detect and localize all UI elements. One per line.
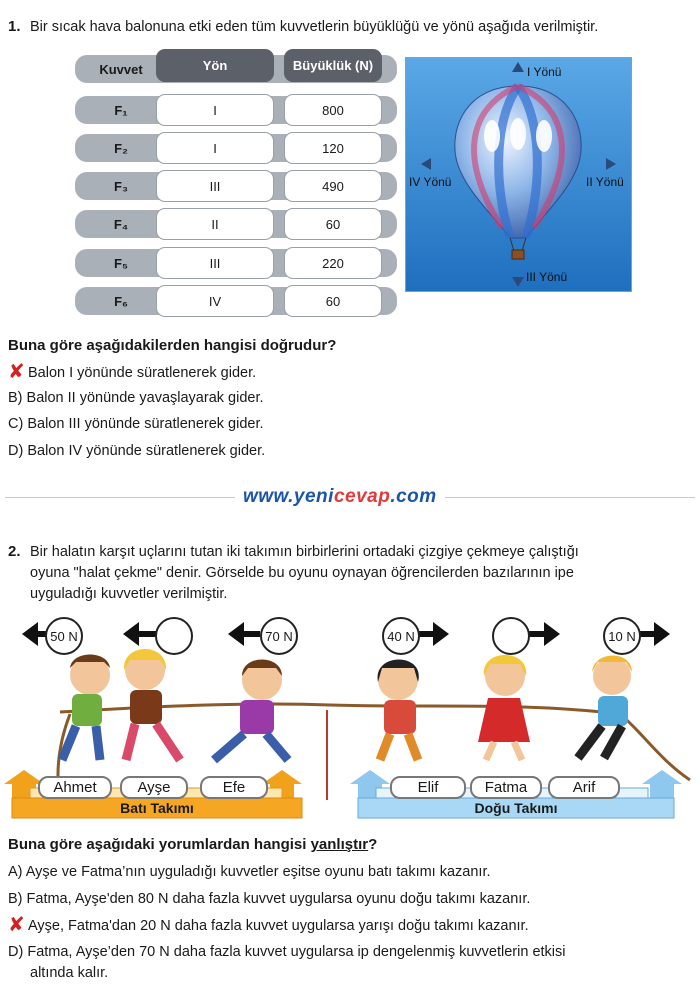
q2-prompt: Buna göre aşağıdaki yorumlardan hangisi yanlıştır? <box>8 836 378 853</box>
option-text: Fatma, Ayşe’den 70 N daha fazla kuvvet uygularsa ip dengelenmiş kuvvetlerin etkisi <box>27 944 566 960</box>
row-force: F₆ <box>114 294 128 309</box>
option-text: Balon I yönünde süratlenerek gider. <box>28 365 257 381</box>
west-team-label: Batı Takımı <box>120 800 194 816</box>
q2-prompt-emphasis: yanlıştır <box>310 836 369 853</box>
force-circle-arif: 10 N <box>603 617 641 655</box>
tug-of-war-figure <box>0 610 700 830</box>
row-direction: IV <box>156 285 274 317</box>
row-magnitude: 220 <box>284 247 382 279</box>
row-magnitude: 60 <box>284 285 382 317</box>
q1-option-b[interactable] <box>8 390 264 406</box>
player-name-ahmet: Ahmet <box>38 776 112 799</box>
header-direction: Yön <box>156 49 274 82</box>
watermark: www.yenicevap.com <box>235 486 445 508</box>
row-magnitude: 490 <box>284 170 382 202</box>
q2-text-line3: uyguladığı kuvvetler verilmiştir. <box>30 586 228 602</box>
player-name-elif: Elif <box>390 776 466 799</box>
option-text: Fatma, Ayşe'den 80 N daha fazla kuvvet uygularsa oyunu doğu takımı kazanır. <box>26 891 531 907</box>
q1-text: Bir sıcak hava balonuna etki eden tüm kuvvetlerin büyüklüğü ve yönü aşağıda verilmiştir. <box>30 19 599 35</box>
q2-option-d[interactable] <box>8 944 565 960</box>
q2-option-b[interactable] <box>8 891 530 907</box>
answer-mark-icon: ✘ <box>8 914 25 936</box>
q2-text-line2: oyuna "halat çekme" denir. Görselde bu oyunu oynayan öğrencilerden bazılarının ipe <box>30 565 574 581</box>
answer-mark-icon: ✘ <box>8 361 25 383</box>
direction-label-right: II Yönü <box>586 175 624 189</box>
q1-number: 1. <box>8 18 21 35</box>
row-direction: III <box>156 247 274 279</box>
player-name-fatma: Fatma <box>470 776 542 799</box>
kid-arif <box>578 656 632 759</box>
q1-prompt: Buna göre aşağıdakilerden hangisi doğrudur? <box>8 337 337 354</box>
row-magnitude: 800 <box>284 94 382 126</box>
row-force: F₂ <box>114 141 128 156</box>
player-name-ayse: Ayşe <box>120 776 188 799</box>
q1-option-d[interactable] <box>8 443 265 459</box>
force-circle-efe: 70 N <box>260 617 298 655</box>
east-team-label: Doğu Takımı <box>474 800 558 816</box>
header-magnitude: Büyüklük (N) <box>284 49 382 82</box>
option-text: Balon II yönünde yavaşlayarak gider. <box>26 390 264 406</box>
q2-text-line1: Bir halatın karşıt uçlarını tutan iki takımın birbirlerini ortadaki çizgiye çekmeye çalıştığı <box>30 544 579 560</box>
direction-label-up: I Yönü <box>527 65 562 79</box>
row-magnitude: 60 <box>284 208 382 240</box>
row-direction: I <box>156 94 274 126</box>
force-circle-elif: 40 N <box>382 617 420 655</box>
kid-elif <box>378 660 419 761</box>
option-text: Balon IV yönünde süratlenerek gider. <box>27 443 266 459</box>
row-force: F₁ <box>114 103 128 118</box>
direction-label-down: III Yönü <box>526 270 568 284</box>
q2-option-c[interactable] <box>8 914 529 936</box>
kid-efe <box>214 660 288 761</box>
row-magnitude: 120 <box>284 132 382 164</box>
row-direction: II <box>156 208 274 240</box>
option-letter: D) <box>8 944 24 960</box>
option-letter: B) <box>8 390 23 406</box>
row-force: F₅ <box>114 256 128 271</box>
q2-option-d-continued: altında kalır. <box>30 965 109 981</box>
option-text: Balon III yönünde süratlenerek gider. <box>27 416 264 432</box>
option-letter: B) <box>8 891 23 907</box>
option-text: Ayşe ve Fatma’nın uyguladığı kuvvetler eşitse oyunu batı takımı kazanır. <box>25 864 491 880</box>
row-force: F₃ <box>114 179 128 194</box>
force-circle-fatma <box>492 617 530 655</box>
force-circle-ayse <box>155 617 193 655</box>
player-name-arif: Arif <box>548 776 620 799</box>
option-letter: A) <box>8 864 23 880</box>
direction-label-left: IV Yönü <box>409 175 452 189</box>
header-force: Kuvvet <box>99 62 143 77</box>
option-text: Ayşe, Fatma'dan 20 N daha fazla kuvvet uygularsa yarışı doğu takımı kazanır. <box>28 918 529 934</box>
kid-ayse <box>124 649 180 760</box>
force-circle-ahmet: 50 N <box>45 617 83 655</box>
q1-option-a[interactable] <box>8 361 257 383</box>
row-force: F₄ <box>113 217 129 232</box>
balloon-figure <box>405 57 632 292</box>
player-name-efe: Efe <box>200 776 268 799</box>
option-letter: C) <box>8 416 24 432</box>
row-direction: I <box>156 132 274 164</box>
option-letter: D) <box>8 443 24 459</box>
q1-option-c[interactable] <box>8 416 264 432</box>
q2-option-a[interactable] <box>8 864 491 880</box>
kid-ahmet <box>62 655 110 761</box>
q2-number: 2. <box>8 543 21 560</box>
row-direction: III <box>156 170 274 202</box>
